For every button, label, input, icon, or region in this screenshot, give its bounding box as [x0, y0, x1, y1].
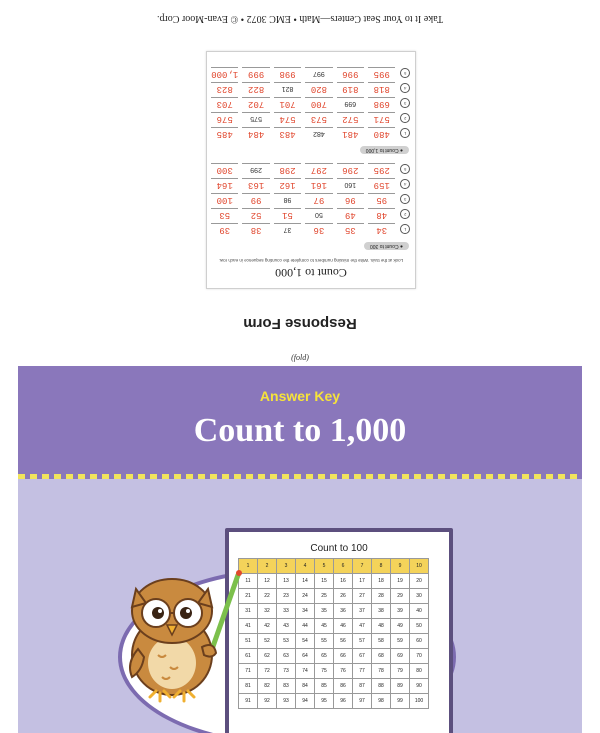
- sequence-row: [207, 66, 415, 81]
- answer-number: 819: [337, 83, 364, 95]
- grid-cell: 57: [353, 634, 372, 649]
- grid-cell: 97: [353, 694, 372, 709]
- grid-cell: 75: [315, 664, 334, 679]
- grid-row: [239, 664, 429, 679]
- grid-cell: 25: [315, 589, 334, 604]
- answer-number: 300: [211, 164, 238, 176]
- grid-cell: 33: [277, 604, 296, 619]
- grid-cell: 80: [410, 664, 429, 679]
- grid-cell: 100: [410, 694, 429, 709]
- grid-cell: 92: [258, 694, 277, 709]
- grid-cell: 87: [353, 679, 372, 694]
- grid-row: [239, 619, 429, 634]
- grid-row: [239, 559, 429, 574]
- grid-cell: 38: [372, 604, 391, 619]
- response-form-title: Response Form: [243, 315, 357, 332]
- answer-number: 484: [242, 128, 269, 140]
- answer-number: 698: [368, 98, 395, 110]
- given-number: 37: [274, 224, 301, 236]
- dashed-divider: [18, 474, 582, 479]
- sequence-row: [207, 81, 415, 96]
- grid-cell: 27: [353, 589, 372, 604]
- row-number: 3: [400, 195, 410, 205]
- grid-cell: 67: [353, 649, 372, 664]
- grid-cell: 73: [277, 664, 296, 679]
- grid-cell: 12: [258, 574, 277, 589]
- grid-cell: 41: [239, 619, 258, 634]
- given-number: 50: [305, 209, 332, 221]
- answer-number: 162: [274, 179, 301, 191]
- section-label-300: ● Count to 300: [364, 242, 409, 250]
- answer-number: 481: [337, 128, 364, 140]
- grid-row: [239, 589, 429, 604]
- answer-number: 701: [274, 98, 301, 110]
- grid-cell: 78: [372, 664, 391, 679]
- answer-number: 823: [211, 83, 238, 95]
- fold-label: (fold): [291, 353, 309, 362]
- grid-cell: 63: [277, 649, 296, 664]
- grid-cell: 42: [258, 619, 277, 634]
- grid-cell: 22: [258, 589, 277, 604]
- grid-row: [239, 649, 429, 664]
- grid-cell: 5: [315, 559, 334, 574]
- grid-cell: 8: [372, 559, 391, 574]
- section-label-1000-text: Count to 1,000: [365, 147, 399, 153]
- grid-cell: 58: [372, 634, 391, 649]
- row-number: 3: [400, 99, 410, 109]
- section-label-1000: ● Count to 1,000: [360, 146, 409, 154]
- sequence-row: [207, 162, 415, 177]
- response-form-instructions: Look at the train. Write the missing numbers to complete the counting sequence in each row.: [218, 258, 404, 263]
- given-number: 699: [337, 98, 364, 110]
- grid-cell: 81: [239, 679, 258, 694]
- answer-number: 822: [242, 83, 269, 95]
- answer-number: 164: [211, 179, 238, 191]
- hundreds-grid: [238, 558, 429, 709]
- grid-cell: 76: [334, 664, 353, 679]
- answer-number: 159: [368, 179, 395, 191]
- grid-cell: 24: [296, 589, 315, 604]
- answer-number: 818: [368, 83, 395, 95]
- grid-cell: 30: [410, 589, 429, 604]
- answer-number: 996: [337, 68, 364, 80]
- answer-number: 36: [305, 224, 332, 236]
- sequence-row: [207, 192, 415, 207]
- grid-cell: 77: [353, 664, 372, 679]
- grid-cell: 85: [315, 679, 334, 694]
- answer-number: 702: [242, 98, 269, 110]
- grid-cell: 19: [391, 574, 410, 589]
- answer-number: 51: [274, 209, 301, 221]
- grid-cell: 43: [277, 619, 296, 634]
- flipped-content: [0, 0, 600, 366]
- row-number: 2: [400, 114, 410, 124]
- grid-cell: 1: [239, 559, 258, 574]
- grid-cell: 62: [258, 649, 277, 664]
- answer-number: 571: [368, 113, 395, 125]
- answer-number: 574: [274, 113, 301, 125]
- grid-cell: 26: [334, 589, 353, 604]
- answer-number: 95: [368, 194, 395, 206]
- answer-key-label: Answer Key: [259, 388, 341, 404]
- grid-cell: 52: [258, 634, 277, 649]
- grid-cell: 51: [239, 634, 258, 649]
- grid-cell: 14: [296, 574, 315, 589]
- answer-number: 298: [274, 164, 301, 176]
- grid-cell: 72: [258, 664, 277, 679]
- grid-cell: 40: [410, 604, 429, 619]
- grid-cell: 93: [277, 694, 296, 709]
- grid-cell: 82: [258, 679, 277, 694]
- section-300-rows: [207, 162, 415, 237]
- response-form-half: [0, 0, 600, 366]
- grid-cell: 99: [391, 694, 410, 709]
- grid-cell: 28: [372, 589, 391, 604]
- sequence-row: [207, 207, 415, 222]
- answer-number: 295: [368, 164, 395, 176]
- grid-cell: 50: [410, 619, 429, 634]
- answer-key-cover: [18, 366, 582, 733]
- grid-cell: 35: [315, 604, 334, 619]
- grid-cell: 90: [410, 679, 429, 694]
- grid-cell: 17: [353, 574, 372, 589]
- answer-number: 163: [242, 179, 269, 191]
- answer-number: 573: [305, 113, 332, 125]
- answer-number: 998: [274, 68, 301, 80]
- section-1000-rows: [207, 66, 415, 141]
- grid-cell: 89: [391, 679, 410, 694]
- row-number: 1: [400, 225, 410, 235]
- grid-cell: 91: [239, 694, 258, 709]
- sequence-row: [207, 126, 415, 141]
- grid-cell: 23: [277, 589, 296, 604]
- grid-cell: 98: [372, 694, 391, 709]
- grid-cell: 13: [277, 574, 296, 589]
- grid-cell: 48: [372, 619, 391, 634]
- grid-row: [239, 694, 429, 709]
- given-number: 299: [242, 164, 269, 176]
- grid-cell: 47: [353, 619, 372, 634]
- given-number: 575: [242, 113, 269, 125]
- given-number: 482: [305, 128, 332, 140]
- grid-cell: 29: [391, 589, 410, 604]
- section-label-300-text: Count to 300: [369, 243, 399, 249]
- grid-cell: 54: [296, 634, 315, 649]
- response-form-page: [206, 51, 416, 289]
- grid-cell: 61: [239, 649, 258, 664]
- grid-cell: 84: [296, 679, 315, 694]
- answer-number: 995: [368, 68, 395, 80]
- grid-cell: 45: [315, 619, 334, 634]
- grid-cell: 66: [334, 649, 353, 664]
- grid-cell: 11: [239, 574, 258, 589]
- answer-number: 703: [211, 98, 238, 110]
- grid-cell: 69: [391, 649, 410, 664]
- grid-cell: 65: [315, 649, 334, 664]
- cover-banner: [18, 366, 582, 474]
- grid-cell: 49: [391, 619, 410, 634]
- grid-cell: 60: [410, 634, 429, 649]
- grid-cell: 83: [277, 679, 296, 694]
- answer-number: 34: [368, 224, 395, 236]
- answer-number: 297: [305, 164, 332, 176]
- answer-number: 296: [337, 164, 364, 176]
- grid-cell: 46: [334, 619, 353, 634]
- row-number: 4: [400, 84, 410, 94]
- given-number: 821: [274, 83, 301, 95]
- grid-cell: 6: [334, 559, 353, 574]
- grid-cell: 95: [315, 694, 334, 709]
- grid-cell: 20: [410, 574, 429, 589]
- given-number: 997: [305, 68, 332, 80]
- answer-number: 53: [211, 209, 238, 221]
- answer-number: 820: [305, 83, 332, 95]
- grid-cell: 68: [372, 649, 391, 664]
- grid-row: [239, 679, 429, 694]
- grid-cell: 70: [410, 649, 429, 664]
- answer-number: 48: [368, 209, 395, 221]
- answer-number: 576: [211, 113, 238, 125]
- grid-cell: 74: [296, 664, 315, 679]
- answer-number: 485: [211, 128, 238, 140]
- answer-number: 572: [337, 113, 364, 125]
- answer-number: 38: [242, 224, 269, 236]
- grid-cell: 55: [315, 634, 334, 649]
- answer-number: 1,000: [211, 69, 239, 80]
- grid-cell: 53: [277, 634, 296, 649]
- row-number: 4: [400, 180, 410, 190]
- grid-cell: 16: [334, 574, 353, 589]
- row-number: 2: [400, 210, 410, 220]
- grid-cell: 86: [334, 679, 353, 694]
- footer-credit: Take It to Your Seat Centers—Math • EMC 3072 • © Evan-Moor Corp.: [156, 13, 444, 24]
- grid-cell: 64: [296, 649, 315, 664]
- row-number: 5: [400, 69, 410, 79]
- answer-number: 100: [211, 194, 238, 206]
- grid-cell: 4: [296, 559, 315, 574]
- answer-number: 96: [337, 194, 364, 206]
- grid-cell: 21: [239, 589, 258, 604]
- answer-number: 52: [242, 209, 269, 221]
- board-title: Count to 100: [310, 543, 368, 554]
- answer-number: 97: [305, 194, 332, 206]
- sequence-row: [207, 111, 415, 126]
- grid-cell: 7: [353, 559, 372, 574]
- pointer-stick-icon: [210, 575, 238, 655]
- grid-cell: 9: [391, 559, 410, 574]
- grid-cell: 71: [239, 664, 258, 679]
- hundreds-chart-board: [225, 528, 453, 733]
- answer-number: 99: [242, 194, 269, 206]
- response-form-page-title: Count to 1,000: [275, 266, 347, 280]
- grid-cell: 59: [391, 634, 410, 649]
- grid-cell: 10: [410, 559, 429, 574]
- row-number: 1: [400, 129, 410, 139]
- grid-row: [239, 604, 429, 619]
- grid-cell: 34: [296, 604, 315, 619]
- grid-row: [239, 574, 429, 589]
- given-number: 160: [337, 179, 364, 191]
- answer-number: 161: [305, 179, 332, 191]
- grid-cell: 44: [296, 619, 315, 634]
- cover-title: Count to 1,000: [193, 412, 407, 449]
- grid-cell: 94: [296, 694, 315, 709]
- sequence-row: [207, 96, 415, 111]
- grid-cell: 18: [372, 574, 391, 589]
- grid-cell: 37: [353, 604, 372, 619]
- answer-number: 39: [211, 224, 238, 236]
- given-number: 98: [274, 194, 301, 206]
- answer-number: 35: [337, 224, 364, 236]
- grid-cell: 15: [315, 574, 334, 589]
- sequence-row: [207, 222, 415, 237]
- row-number: 5: [400, 165, 410, 175]
- grid-cell: 56: [334, 634, 353, 649]
- grid-cell: 36: [334, 604, 353, 619]
- grid-cell: 88: [372, 679, 391, 694]
- grid-cell: 32: [258, 604, 277, 619]
- answer-number: 480: [368, 128, 395, 140]
- answer-number: 49: [337, 209, 364, 221]
- grid-cell: 39: [391, 604, 410, 619]
- answer-number: 999: [242, 68, 269, 80]
- owl-teacher-icon: [110, 563, 250, 703]
- grid-cell: 3: [277, 559, 296, 574]
- sequence-row: [207, 177, 415, 192]
- grid-row: [239, 634, 429, 649]
- grid-cell: 2: [258, 559, 277, 574]
- answer-number: 700: [305, 98, 332, 110]
- grid-cell: 96: [334, 694, 353, 709]
- grid-cell: 31: [239, 604, 258, 619]
- grid-cell: 79: [391, 664, 410, 679]
- answer-number: 483: [274, 128, 301, 140]
